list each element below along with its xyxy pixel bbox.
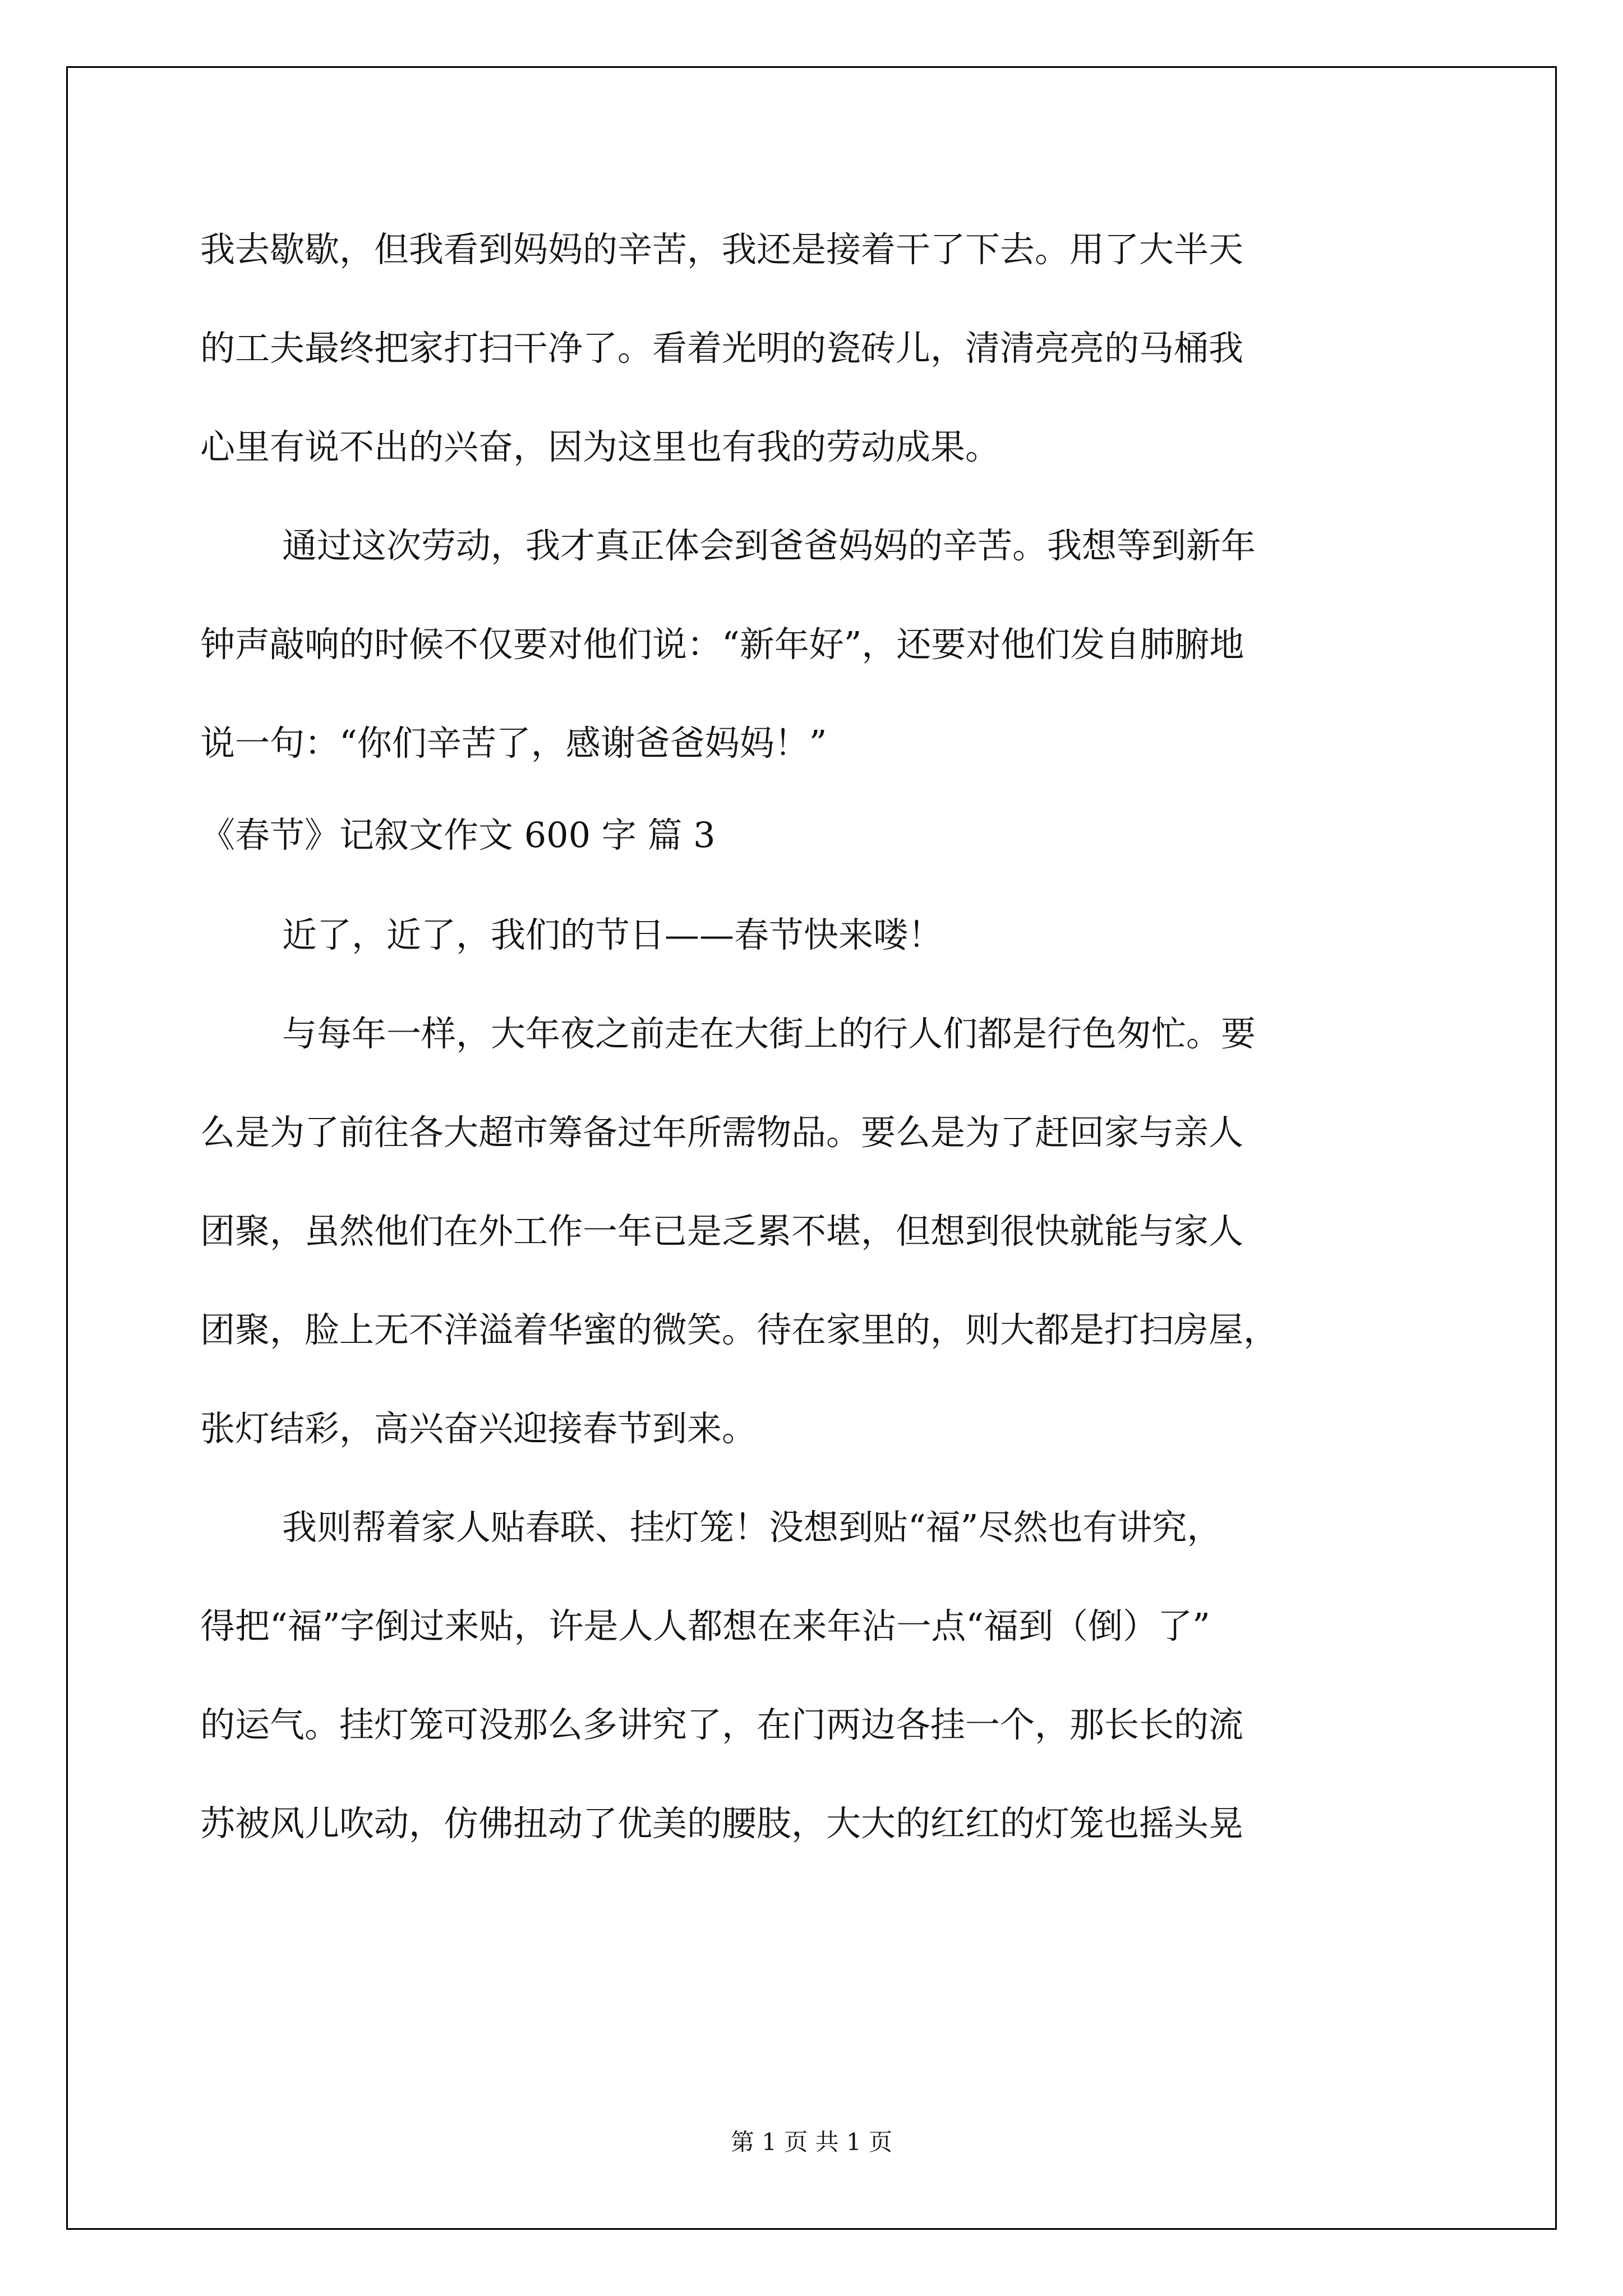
section-heading: 《春节》记叙文作文 600 字 篇 3 — [200, 815, 716, 855]
text-line: 团聚，虽然他们在外工作一年已是乏累不堪，但想到很快就能与家人 — [200, 1211, 1244, 1251]
text-line: 钟声敲响的时候不仅要对他们说：“新年好”，还要对他们发自肺腑地 — [200, 624, 1244, 665]
text-line: 张灯结彩，高兴奋兴迎接春节到来。 — [200, 1408, 757, 1449]
text-line: 近了，近了，我们的节日——春节快来喽！ — [282, 914, 943, 955]
text-line: 与每年一样，大年夜之前走在大街上的行人们都是行色匆忙。要 — [282, 1013, 1256, 1054]
text-line: 得把“福”字倒过来贴，许是人人都想在来年沾一点“福到（倒）了” — [200, 1605, 1210, 1646]
text-line: 说一句：“你们辛苦了，感谢爸爸妈妈！” — [200, 723, 827, 763]
text-line: 的运气。挂灯笼可没那么多讲究了，在门两边各挂一个，那长长的流 — [200, 1704, 1244, 1745]
text-line: 我去歇歇，但我看到妈妈的辛苦，我还是接着干了下去。用了大半天 — [200, 229, 1244, 270]
page-footer: 第 1 页 共 1 页 — [730, 2128, 893, 2156]
text-line: 通过这次劳动，我才真正体会到爸爸妈妈的辛苦。我想等到新年 — [282, 525, 1256, 566]
text-line: 我则帮着家人贴春联、挂灯笼！没想到贴“福”尽然也有讲究， — [282, 1507, 1222, 1548]
text-line: 么是为了前往各大超市筹备过年所需物品。要么是为了赶回家与亲人 — [200, 1112, 1244, 1153]
text-line: 的工夫最终把家打扫干净了。看着光明的瓷砖儿，清清亮亮的马桶我 — [200, 328, 1244, 369]
text-line: 团聚，脸上无不洋溢着华蜜的微笑。待在家里的，则大都是打扫房屋， — [200, 1309, 1279, 1350]
text-line: 苏被风儿吹动，仿佛扭动了优美的腰肢，大大的红红的灯笼也摇头晃 — [200, 1803, 1244, 1844]
text-line: 心里有说不出的兴奋，因为这里也有我的劳动成果。 — [200, 426, 1000, 467]
